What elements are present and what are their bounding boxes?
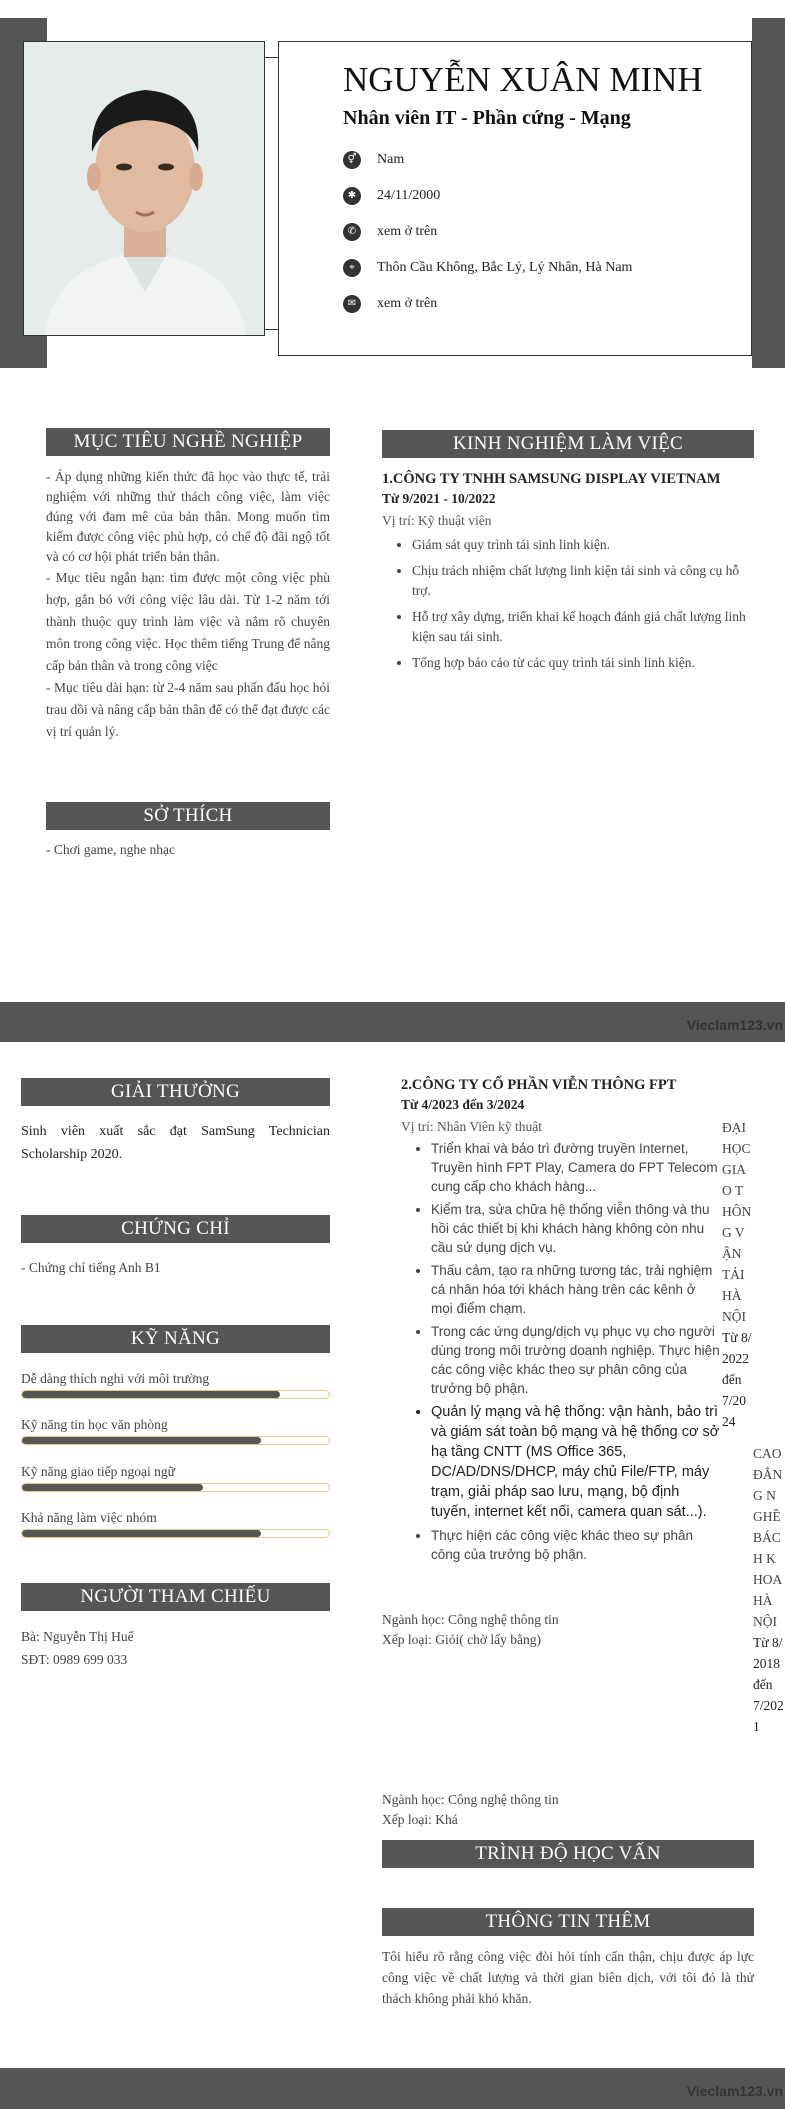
education-school-1: ĐẠI HỌC GIAO THÔNG VẬN TẢI HÀ NỘI Từ 8/2022 đến 7/2024 xyxy=(722,1120,752,1429)
additional-title: THÔNG TIN THÊM xyxy=(382,1908,754,1936)
page-divider-band xyxy=(0,1002,785,1042)
education-title: TRÌNH ĐỘ HỌC VẤN xyxy=(382,1840,754,1868)
info-address: ⌖ Thôn Cầu Không, Bắc Lý, Lý Nhân, Hà Nam xyxy=(343,258,632,278)
footer-brand-1: Vieclam123.vn xyxy=(686,1017,783,1033)
job-1-period: Từ 9/2021 - 10/2022 xyxy=(382,491,496,506)
hobbies-text: - Chơi game, nghe nhạc xyxy=(46,842,175,857)
skill-bar-1 xyxy=(21,1390,330,1399)
portrait-photo xyxy=(24,42,265,336)
footer-band xyxy=(0,2068,785,2109)
footer-brand-2: Vieclam123.vn xyxy=(686,2083,783,2099)
job-2-position: Vị trí: Nhân Viên kỹ thuật xyxy=(401,1119,543,1134)
candidate-name: NGUYỄN XUÂN MINH xyxy=(343,60,703,99)
list-item: • Giám sát quy trình tái sinh linh kiện. xyxy=(412,535,754,555)
location-icon: ⌖ xyxy=(343,259,361,277)
list-item: • Tổng hợp báo cáo từ các quy trình tái sinh linh kiện. xyxy=(412,653,754,673)
skill-bar-2 xyxy=(21,1436,330,1445)
references-title: NGƯỜI THAM CHIẾU xyxy=(21,1583,330,1611)
objective-text: - Áp dụng những kiến thức đã học vào thực tế, trải nghiệm với những thử thách công việc, làm việc đúng với đam mê của bản thân. Mong muốn tìm kiếm được công việc phù hợp, có chế độ đãi ngộ tốt và có cơ hội phát triển bản thân. - Mục tiêu ngắn hạn: tìm được một công việc phù hợp, gắn bó với công việc lâu dài. Từ 1-2 năm tới thành thuộc quy trình làm việc và nắm rõ chuyên môn trong công việc. Học thêm tiếng Trung để nâng cấp bản thân và trong công việc - Mục tiêu dài hạn: từ 2-4 năm sau phấn đấu học hỏi trau dồi và nâng cấp bản thân để có thể đạt được các vị trí quản lý. xyxy=(46,469,330,739)
list-item: • Thấu cảm, tạo ra những tương tác, trải nghiệm cá nhân hóa tới khách hàng trên các kênh ở mọi điểm chạm. xyxy=(431,1261,721,1318)
list-item: • Kiểm tra, sửa chữa hệ thống viễn thông và thu hồi các thiết bị khi khách hàng không còn nhu cầu sử dụng dịch vụ. xyxy=(431,1200,721,1257)
education-school-2: CAO ĐẲNG NGHỀ BÁCH KHOA HÀ NỘI Từ 8/2018 đến 7/2021 xyxy=(753,1446,784,1734)
job-title: Nhân viên IT - Phần cứng - Mạng xyxy=(343,107,631,129)
list-item: • Triển khai và bảo trì đường truyền Internet, Truyền hình FPT Play, Camera do FPT Telecom cung cấp cho khách hàng... xyxy=(431,1139,721,1196)
header-right-bar xyxy=(752,18,785,368)
info-phone: ✆ xem ở trên xyxy=(343,222,437,242)
skill-fill-1 xyxy=(22,1391,280,1398)
job-1-position: Vị trí: Kỹ thuật viên xyxy=(382,513,492,528)
objective-title: MỤC TIÊU NGHỀ NGHIỆP xyxy=(46,428,330,456)
info-birthday: ✱ 24/11/2000 xyxy=(343,186,440,206)
certificates-text: - Chứng chỉ tiếng Anh B1 xyxy=(21,1260,161,1275)
info-gender: ⚥ Nam xyxy=(343,150,404,170)
skill-label-1: Dễ dàng thích nghi với môi trường xyxy=(21,1371,210,1386)
job-1-duties xyxy=(382,535,754,673)
list-item: • Hỗ trợ xây dựng, triển khai kế hoạch đánh giá chất lượng linh kiện sau tái sinh. xyxy=(412,607,754,647)
list-item: • Quản lý mạng và hệ thống: vận hành, bảo trì và giám sát toàn bộ mạng và hệ thống cơ sở hạ tầng CNTT (MS Office 365, DC/AD/DNS/DHCP, máy chủ File/FTP, máy trạm, giải pháp sao lưu, mạng, bộ định tuyến, internet kết nối, camera quan sát...). xyxy=(431,1402,721,1522)
skill-label-2: Kỹ năng tin học văn phòng xyxy=(21,1417,168,1432)
job-1-company: 1.CÔNG TY TNHH SAMSUNG DISPLAY VIETNAM xyxy=(382,471,721,487)
certificates-title: CHỨNG CHỈ xyxy=(21,1215,330,1243)
gender-icon: ⚥ xyxy=(343,151,361,169)
skill-bar-3 xyxy=(21,1483,330,1492)
skill-label-3: Kỹ năng giao tiếp ngoại ngữ xyxy=(21,1464,175,1479)
skill-fill-3 xyxy=(22,1484,203,1491)
experience-title: KINH NGHIỆM LÀM VIỆC xyxy=(382,430,754,458)
skill-fill-2 xyxy=(22,1437,261,1444)
awards-title: GIẢI THƯỞNG xyxy=(21,1078,330,1106)
email-icon: ✉ xyxy=(343,295,361,313)
list-item: • Trong các ứng dụng/dịch vụ phục vụ cho người dùng trong môi trường doanh nghiệp. Thực hiện các công việc khác theo sự phân công của trưởng bộ phận. xyxy=(431,1322,721,1398)
job-2-company: 2.CÔNG TY CỔ PHẦN VIỄN THÔNG FPT xyxy=(401,1077,677,1093)
avatar xyxy=(23,41,265,336)
skill-label-4: Khả năng làm việc nhóm xyxy=(21,1510,157,1525)
info-email: ✉ xem ở trên xyxy=(343,294,437,314)
skills-title: KỸ NĂNG xyxy=(21,1325,330,1353)
job-2-duties xyxy=(401,1139,721,1564)
phone-icon: ✆ xyxy=(343,223,361,241)
birthday-icon: ✱ xyxy=(343,187,361,205)
hobbies-title: SỞ THÍCH xyxy=(46,802,330,830)
job-1 xyxy=(382,469,754,679)
reference-phone: SĐT: 0989 699 033 xyxy=(21,1652,128,1667)
additional-text: Tôi hiểu rõ rằng công việc đòi hỏi tính cẩn thận, chịu được áp lực công việc về chất lượng và thời gian biên dịch, với tôi đó là thử thách không phải khó khăn. xyxy=(382,1949,754,2006)
education-detail-2: Ngành học: Công nghệ thông tin Xếp loại: Khá xyxy=(382,1792,559,1827)
education-detail-1: Ngành học: Công nghệ thông tin Xếp loại: Giỏi( chờ lấy bằng) xyxy=(382,1612,559,1647)
job-2-period: Từ 4/2023 đến 3/2024 xyxy=(401,1097,525,1112)
reference-name: Bà: Nguyễn Thị Huế xyxy=(21,1629,134,1644)
list-item: • Chịu trách nhiệm chất lượng linh kiện tái sinh và công cụ hỗ trợ. xyxy=(412,561,754,601)
job-2 xyxy=(401,1075,721,1568)
skill-fill-4 xyxy=(22,1530,261,1537)
awards-text: Sinh viên xuất sắc đạt SamSung Technician Scholarship 2020. xyxy=(21,1124,330,1162)
list-item: • Thực hiện các công việc khác theo sự phân công của trưởng bộ phận. xyxy=(431,1526,721,1564)
skill-bar-4 xyxy=(21,1529,330,1538)
